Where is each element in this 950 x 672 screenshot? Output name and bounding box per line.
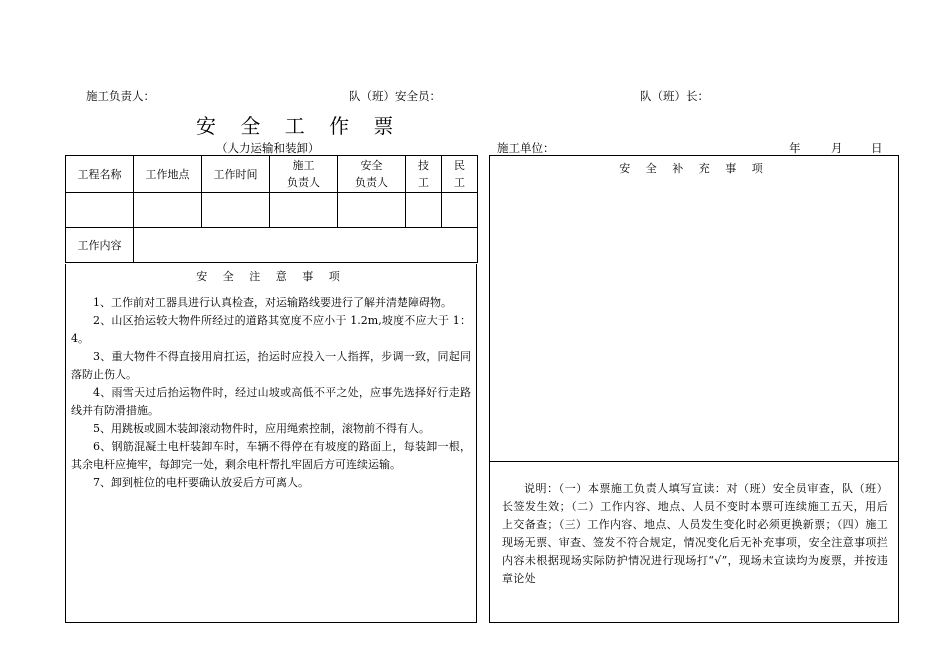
explanation-text: 说明：（一）本票施工负责人填写宣读：对（班）安全员审查，队（班）长签发生效；（二）工作内容、地点、人员不变时本票可连续施工五天，用后上交备查；（三）工作内容、地点、人员发生变化时必须更换新票；（四）施工现场无票、审查、签发不符合规定，情况变化后无补充事项，安全注意事项拦内容未根据现场实际防护情况进行现场打“√”，现场未宣读均为废票，并按违章论处	[502, 482, 888, 585]
header-construction-responsible	[270, 156, 338, 193]
header-laborer-line2: 工	[454, 176, 465, 189]
work-content-row	[66, 228, 478, 263]
safety-note-item: 6、钢筋混凝土电杆装卸车时，车辆不得停在有坡度的路面上，每装卸一根，其余电杆应掩牢，每卸完一处，剩余电杆帮扎牢固后方可连续运输。	[71, 440, 471, 471]
project-name-cell[interactable]	[66, 193, 134, 228]
work-content-cell[interactable]	[134, 228, 478, 263]
page-subtitle: （人力运输和装卸）	[216, 141, 320, 155]
header-technician-line2: 工	[418, 176, 429, 189]
safety-notes-box	[65, 264, 477, 623]
safety-note-item: 4、雨雪天过后抬运物件时，经过山坡或高低不平之处，应事先选择好行走路线并有防滑措施。	[71, 386, 471, 417]
header-technician	[406, 156, 442, 193]
divider	[490, 461, 898, 462]
header-work-location: 工作地点	[134, 156, 202, 193]
safety-note-item: 5、用跳板或圆木装卸滚动物件时，应用绳索控制，滚物前不得有人。	[93, 422, 430, 435]
work-info-table	[65, 155, 478, 263]
supplementary-box	[489, 155, 899, 623]
header-laborer-line1: 民	[454, 159, 465, 172]
header-technician-line1: 技	[418, 159, 429, 172]
header-project-name: 工程名称	[66, 156, 134, 193]
safety-note-item: 2、山区抬运较大物件所经过的道路其宽度不应小于 1.2m,坡度不应大于 1：4。	[71, 314, 471, 345]
date-year-label: 年	[789, 141, 801, 155]
header-construction-responsible-line1: 施工	[292, 159, 315, 172]
technician-cell[interactable]	[406, 193, 442, 228]
work-content-label: 工作内容	[66, 228, 134, 263]
safety-notes-title: 安 全 注 意 事 项	[196, 270, 346, 283]
work-location-cell[interactable]	[134, 193, 202, 228]
safety-note-item: 7、卸到桩位的电杆要确认放妥后方可离人。	[93, 476, 309, 489]
header-safety-responsible-line2: 负责人	[355, 176, 388, 189]
header-work-time: 工作时间	[202, 156, 270, 193]
responsible-label: 施工负责人：	[86, 89, 155, 103]
page-title: 安 全 工 作 票	[196, 114, 403, 138]
safety-officer-label: 队（班）安全员：	[349, 89, 441, 103]
captain-label: 队（班）长：	[640, 89, 709, 103]
header-safety-responsible	[338, 156, 406, 193]
header-safety-responsible-line1: 安全	[360, 159, 383, 172]
header-laborer	[442, 156, 478, 193]
date-day-label: 日	[871, 141, 883, 155]
table-header-row	[66, 156, 478, 193]
safety-note-item: 3、重大物件不得直接用肩扛运，抬运时应投入一人指挥，步调一致，同起同落防止伤人。	[71, 350, 471, 381]
work-time-cell[interactable]	[202, 193, 270, 228]
safety-note-item: 1、工作前对工器具进行认真检查，对运输路线要进行了解并清楚障碍物。	[93, 296, 452, 309]
safety-responsible-cell[interactable]	[338, 193, 406, 228]
date-month-label: 月	[831, 141, 843, 155]
construction-unit-label: 施工单位：	[497, 141, 555, 155]
supplementary-title: 安 全 补 充 事 项	[619, 162, 769, 175]
header-construction-responsible-line2: 负责人	[287, 176, 320, 189]
table-entry-row	[66, 193, 478, 228]
construction-responsible-cell[interactable]	[270, 193, 338, 228]
safety-notes-list	[71, 294, 471, 492]
laborer-cell[interactable]	[442, 193, 478, 228]
